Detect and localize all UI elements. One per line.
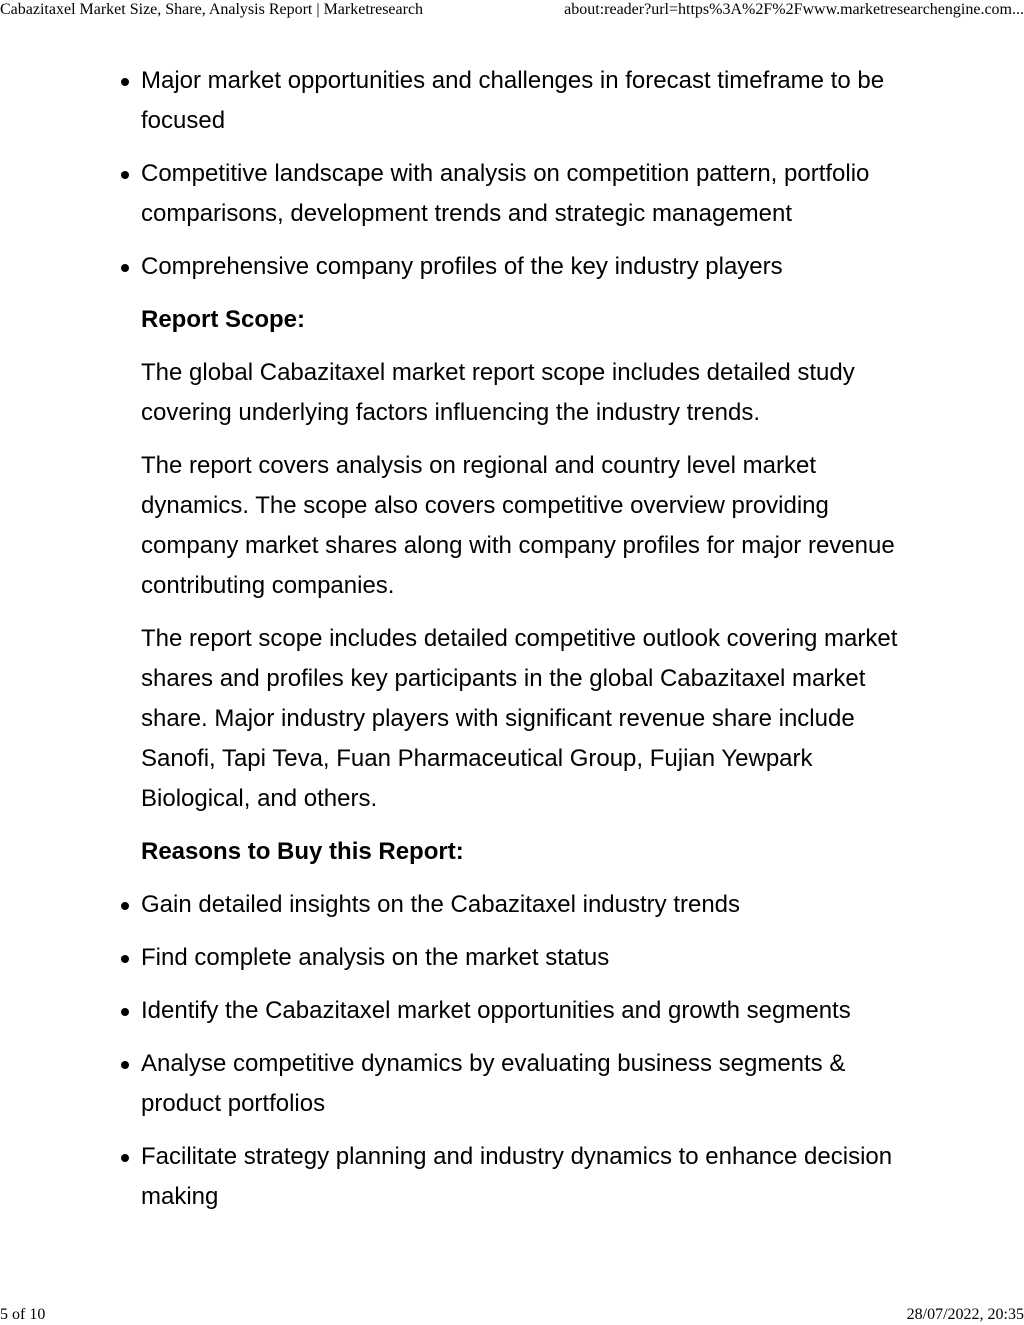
page-url: about:reader?url=https%3A%2F%2Fwww.marketresearchengine.com...: [564, 1, 1024, 18]
list-item: Facilitate strategy planning and industry dynamics to enhance decision making: [141, 1137, 901, 1217]
report-scope-heading: Report Scope:: [141, 306, 306, 333]
report-scope-paragraph: The report covers analysis on regional and country level market dynamics. The scope also covers competitive overview providing company market shares along with company profiles for major revenue contributing companies.: [141, 452, 895, 599]
top-bullet-list: [141, 61, 901, 287]
list-item: Analyse competitive dynamics by evaluating business segments & product portfolios: [141, 1044, 901, 1124]
list-item: Find complete analysis on the market status: [141, 938, 901, 978]
article-content: [141, 61, 901, 1230]
list-item: Major market opportunities and challenges in forecast timeframe to be focused: [141, 61, 901, 141]
list-item: Comprehensive company profiles of the key industry players: [141, 247, 901, 287]
list-item: Competitive landscape with analysis on competition pattern, portfolio comparisons, development trends and strategic management: [141, 154, 901, 234]
print-header: [0, 0, 1024, 20]
list-item: Gain detailed insights on the Cabazitaxel industry trends: [141, 885, 901, 925]
report-scope-paragraph: The global Cabazitaxel market report scope includes detailed study covering underlying factors influencing the industry trends.: [141, 359, 855, 426]
print-footer: [0, 1305, 1024, 1325]
list-item: Identify the Cabazitaxel market opportunities and growth segments: [141, 991, 901, 1031]
reasons-heading: Reasons to Buy this Report:: [141, 838, 464, 865]
reasons-bullet-list: [141, 885, 901, 1217]
print-datetime: 28/07/2022, 20:35: [906, 1306, 1024, 1323]
report-scope-paragraph: The report scope includes detailed competitive outlook covering market shares and profiles key participants in the global Cabazitaxel market share. Major industry players with significant revenue share include Sanofi, Tapi Teva, Fuan Pharmaceutical Group, Fujian Yewpark Biological, and others.: [141, 625, 898, 812]
page-title: Cabazitaxel Market Size, Share, Analysis Report | Marketresearch: [0, 1, 424, 18]
page-number: 5 of 10: [0, 1306, 46, 1323]
